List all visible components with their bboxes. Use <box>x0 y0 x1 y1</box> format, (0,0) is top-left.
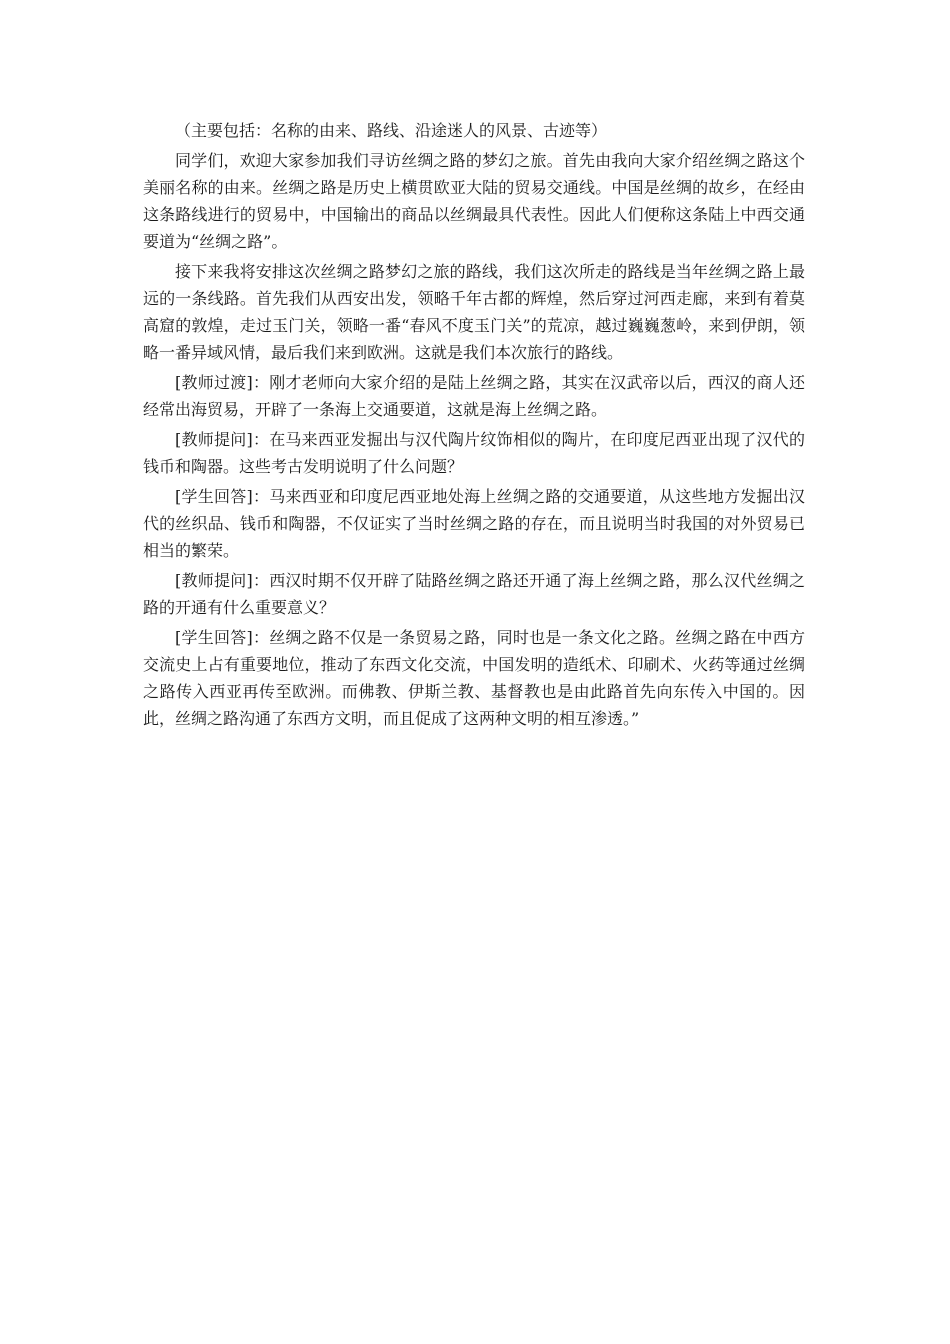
document-body <box>143 117 805 732</box>
paragraph-name-origin: 同学们，欢迎大家参加我们寻访丝绸之路的梦幻之旅。首先由我向大家介绍丝绸之路这个美丽名称的由来。丝绸之路是历史上横贯欧亚大陆的贸易交通线。中国是丝绸的故乡，在经由这条路线进行的贸易中，中国输出的商品以丝绸最具代表性。因此人们便称这条陆上中西交通要道为“丝绸之路”。 <box>143 151 805 251</box>
paragraph-route: 接下来我将安排这次丝绸之路梦幻之旅的路线，我们这次所走的路线是当年丝绸之路上最远的一条线路。首先我们从西安出发，领略千年古都的辉煌，然后穿过河西走廊，来到有着莫高窟的敦煌，走过玉门关，领略一番“春风不度玉门关”的荒凉，越过巍巍葱岭，来到伊朗，领略一番异域风情，最后我们来到欧洲。这就是我们本次旅行的路线。 <box>143 262 805 362</box>
paragraph-student-answer-2: [学生回答]：丝绸之路不仅是一条贸易之路，同时也是一条文化之路。丝绸之路在中西方交流史上占有重要地位，推动了东西文化交流，中国发明的造纸术、印刷术、火药等通过丝绸之路传入西亚再传至欧洲。而佛教、伊斯兰教、基督教也是由此路首先向东传入中国的。因此，丝绸之路沟通了东西方文明，而且促成了这两种文明的相互渗透。” <box>143 628 805 728</box>
paragraph-scope-note: （主要包括：名称的由来、路线、沿途迷人的风景、古迹等） <box>175 121 608 140</box>
paragraph-teacher-question-1: [教师提问]：在马来西亚发掘出与汉代陶片纹饰相似的陶片，在印度尼西亚出现了汉代的钱币和陶器。这些考古发明说明了什么问题？ <box>143 430 805 476</box>
paragraph-student-answer-1: [学生回答]：马来西亚和印度尼西亚地处海上丝绸之路的交通要道，从这些地方发掘出汉代的丝织品、钱币和陶器，不仅证实了当时丝绸之路的存在，而且说明当时我国的对外贸易已相当的繁荣。 <box>143 487 805 560</box>
paragraph-teacher-transition: [教师过渡]：刚才老师向大家介绍的是陆上丝绸之路，其实在汉武帝以后，西汉的商人还经常出海贸易，开辟了一条海上交通要道，这就是海上丝绸之路。 <box>143 373 805 419</box>
paragraph-teacher-question-2: [教师提问]：西汉时期不仅开辟了陆路丝绸之路还开通了海上丝绸之路，那么汉代丝绸之路的开通有什么重要意义？ <box>143 571 805 617</box>
